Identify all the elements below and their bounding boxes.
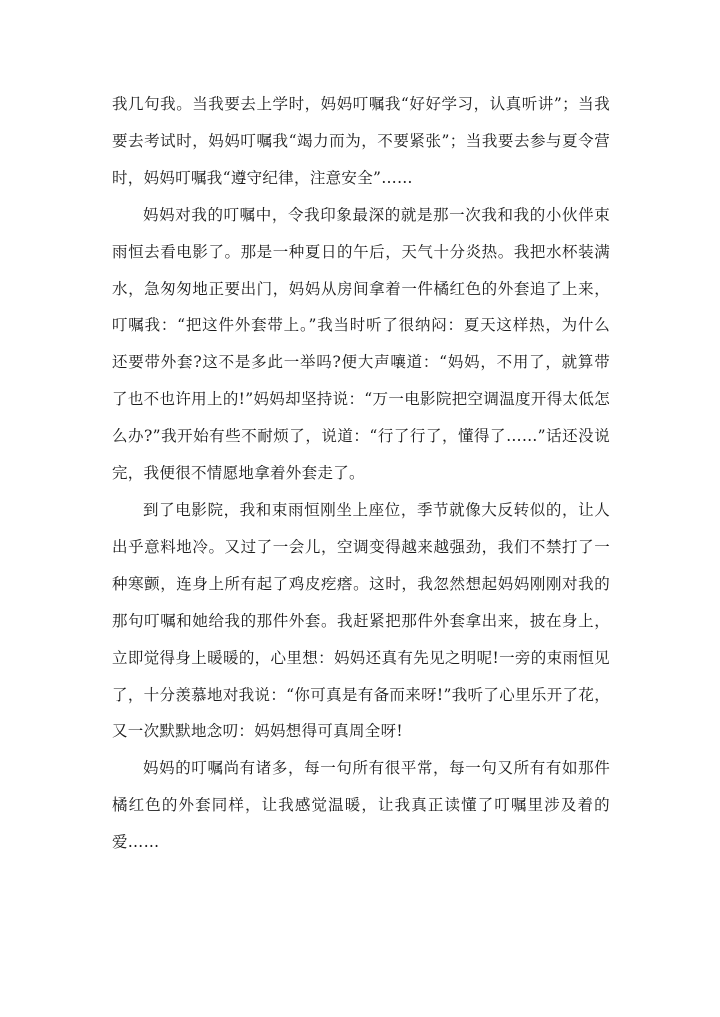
document-page <box>112 86 610 861</box>
paragraph-4: 妈妈的叮嘱尚有诸多，每一句所有很平常，每一句又所有有如那件橘红色的外套同样，让我感觉温暖，让我真正读懂了叮嘱里涉及着的爱…… <box>112 759 610 852</box>
paragraph-2: 妈妈对我的叮嘱中，令我印象最深的就是那一次我和我的小伙伴束雨恒去看电影了。那是一种夏日的午后，天气十分炎热。我把水杯装满水，急匆匆地正要出门，妈妈从房间拿着一件橘红色的外套追了上来，叮嘱我：“把这件外套带上。”我当时听了很纳闷：夏天这样热，为什么还要带外套?这不是多此一举吗?便大声嚷道：“妈妈，不用了，就算带了也不也许用上的!”妈妈却坚持说：“万一电影院把空调温度开得太低怎么办?”我开始有些不耐烦了，说道：“行了行了，懂得了……”话还没说完，我便很不情愿地拿着外套走了。 <box>112 205 610 483</box>
paragraph-3: 到了电影院，我和束雨恒刚坐上座位，季节就像大反转似的，让人出乎意料地冷。又过了一会儿，空调变得越来越强劲，我们不禁打了一种寒颤，连身上所有起了鸡皮疙瘩。这时，我忽然想起妈妈刚刚对我的那句叮嘱和她给我的那件外套。我赶紧把那件外套拿出来，披在身上，立即觉得身上暖暖的，心里想：妈妈还真有先见之明呢!一旁的束雨恒见了，十分羡慕地对我说：“你可真是有备而来呀!”我听了心里乐开了花，又一次默默地念叨：妈妈想得可真周全呀! <box>112 500 610 741</box>
paragraph-1: 我几句我。当我要去上学时，妈妈叮嘱我“好好学习，认真听讲”；当我要去考试时，妈妈叮嘱我“竭力而为，不要紧张”；当我要去参与夏令营时，妈妈叮嘱我“遵守纪律，注意安全”…… <box>112 95 610 187</box>
